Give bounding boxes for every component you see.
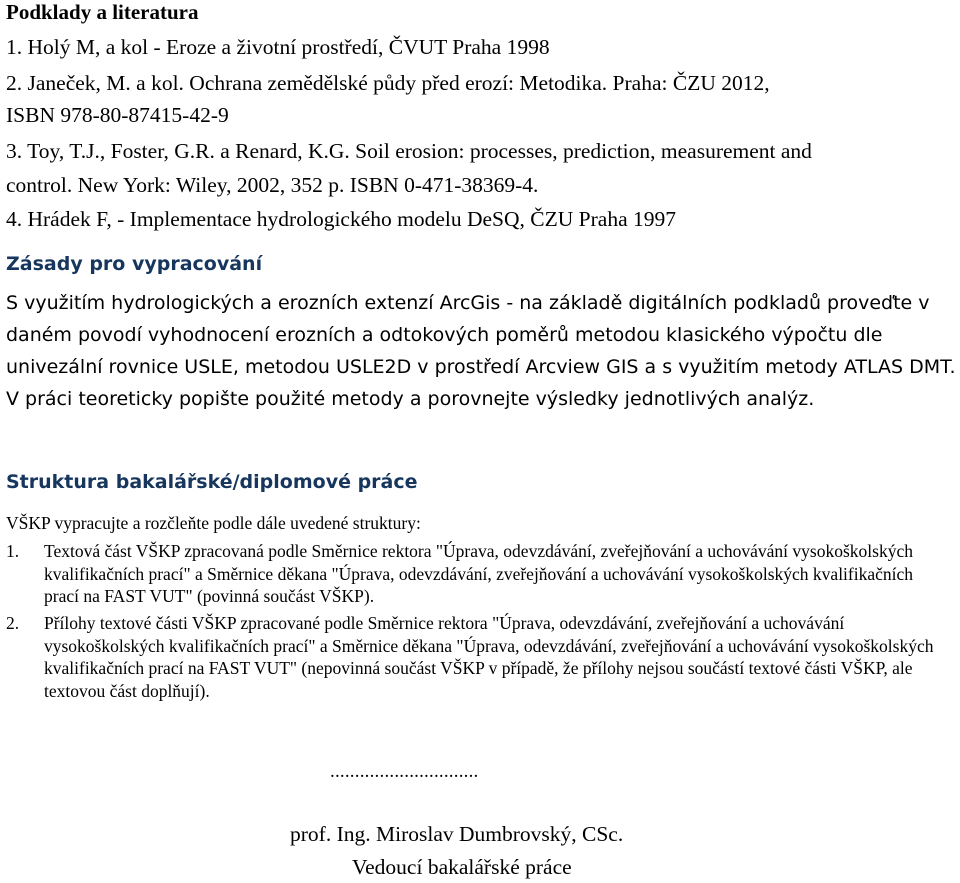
reference-4: 4. Hrádek F, - Implementace hydrologického modelu DeSQ, ČZU Praha 1997 — [6, 207, 676, 231]
supervisor-name: prof. Ing. Miroslav Dumbrovský, CSc. — [290, 822, 624, 846]
item-number: 2. — [6, 613, 20, 633]
reference-2: 2. Janeček, M. a kol. Ochrana zemědělské půdy před erozí: Metodika. Praha: ČZU 2012, — [6, 71, 770, 95]
reference-3-cont: control. New York: Wiley, 2002, 352 p. ISBN 0-471-38369-4. — [6, 173, 539, 197]
principles-paragraph: S využitím hydrologických a erozních extenzí ArcGis - na základě digitálních podkladů proveďte v daném povodí vyhodnocení erozních a odtokových poměrů metodou klasického výpočtu dle univezální rovnice USLE, metodou USLE2D v prostředí Arcview GIS a s využitím metody ATLAS DMT. V práci teoreticky popište použité metody a porovnejte výsledky jednotlivých analýz. — [6, 292, 956, 410]
item-text: Textová část VŠKP zpracovaná podle Směrnice rektora "Úprava, odevzdávání, zveřejňování a uchovávání vysokoškolských kvalifikačních prací" a Směrnice děkana "Úprava, odevzdávání, zveřejňování a uchovávání vysokoškolských kvalifikačních prací na FAST VUT" (povinná součást VŠKP). — [44, 541, 914, 606]
item-text: Přílohy textové části VŠKP zpracované podle Směrnice rektora "Úprava, odevzdávání, zveřejňování a uchovávání vysokoškolských kvalifikačních prací" a Směrnice děkana "Úprava, odevzdávání, zveřejňování a uchovávání vysokoškolských kvalifikačních prací na FAST VUT" (nepovinná součást VŠKP v případě, že přílohy nejsou součástí textové části VŠKP, ale textovou část doplňují). — [44, 613, 934, 701]
item-number: 1. — [6, 541, 20, 561]
reference-3: 3. Toy, T.J., Foster, G.R. a Renard, K.G. Soil erosion: processes, prediction, measurement and — [6, 139, 812, 163]
principles-heading: Zásady pro vypracování — [6, 253, 263, 275]
reference-2-isbn: ISBN 978-80-87415-42-9 — [6, 103, 229, 127]
reference-1: 1. Holý M, a kol - Eroze a životní prostředí, ČVUT Praha 1998 — [6, 35, 550, 59]
signature-line: .............................. — [330, 761, 479, 782]
structure-intro: VŠKP vypracujte a rozčleňte podle dále uvedené struktury: — [6, 513, 421, 533]
structure-heading: Struktura bakalářské/diplomové práce — [6, 471, 418, 493]
supervisor-role: Vedoucí bakalářské práce — [352, 855, 572, 879]
literature-heading: Podklady a literatura — [6, 0, 199, 24]
